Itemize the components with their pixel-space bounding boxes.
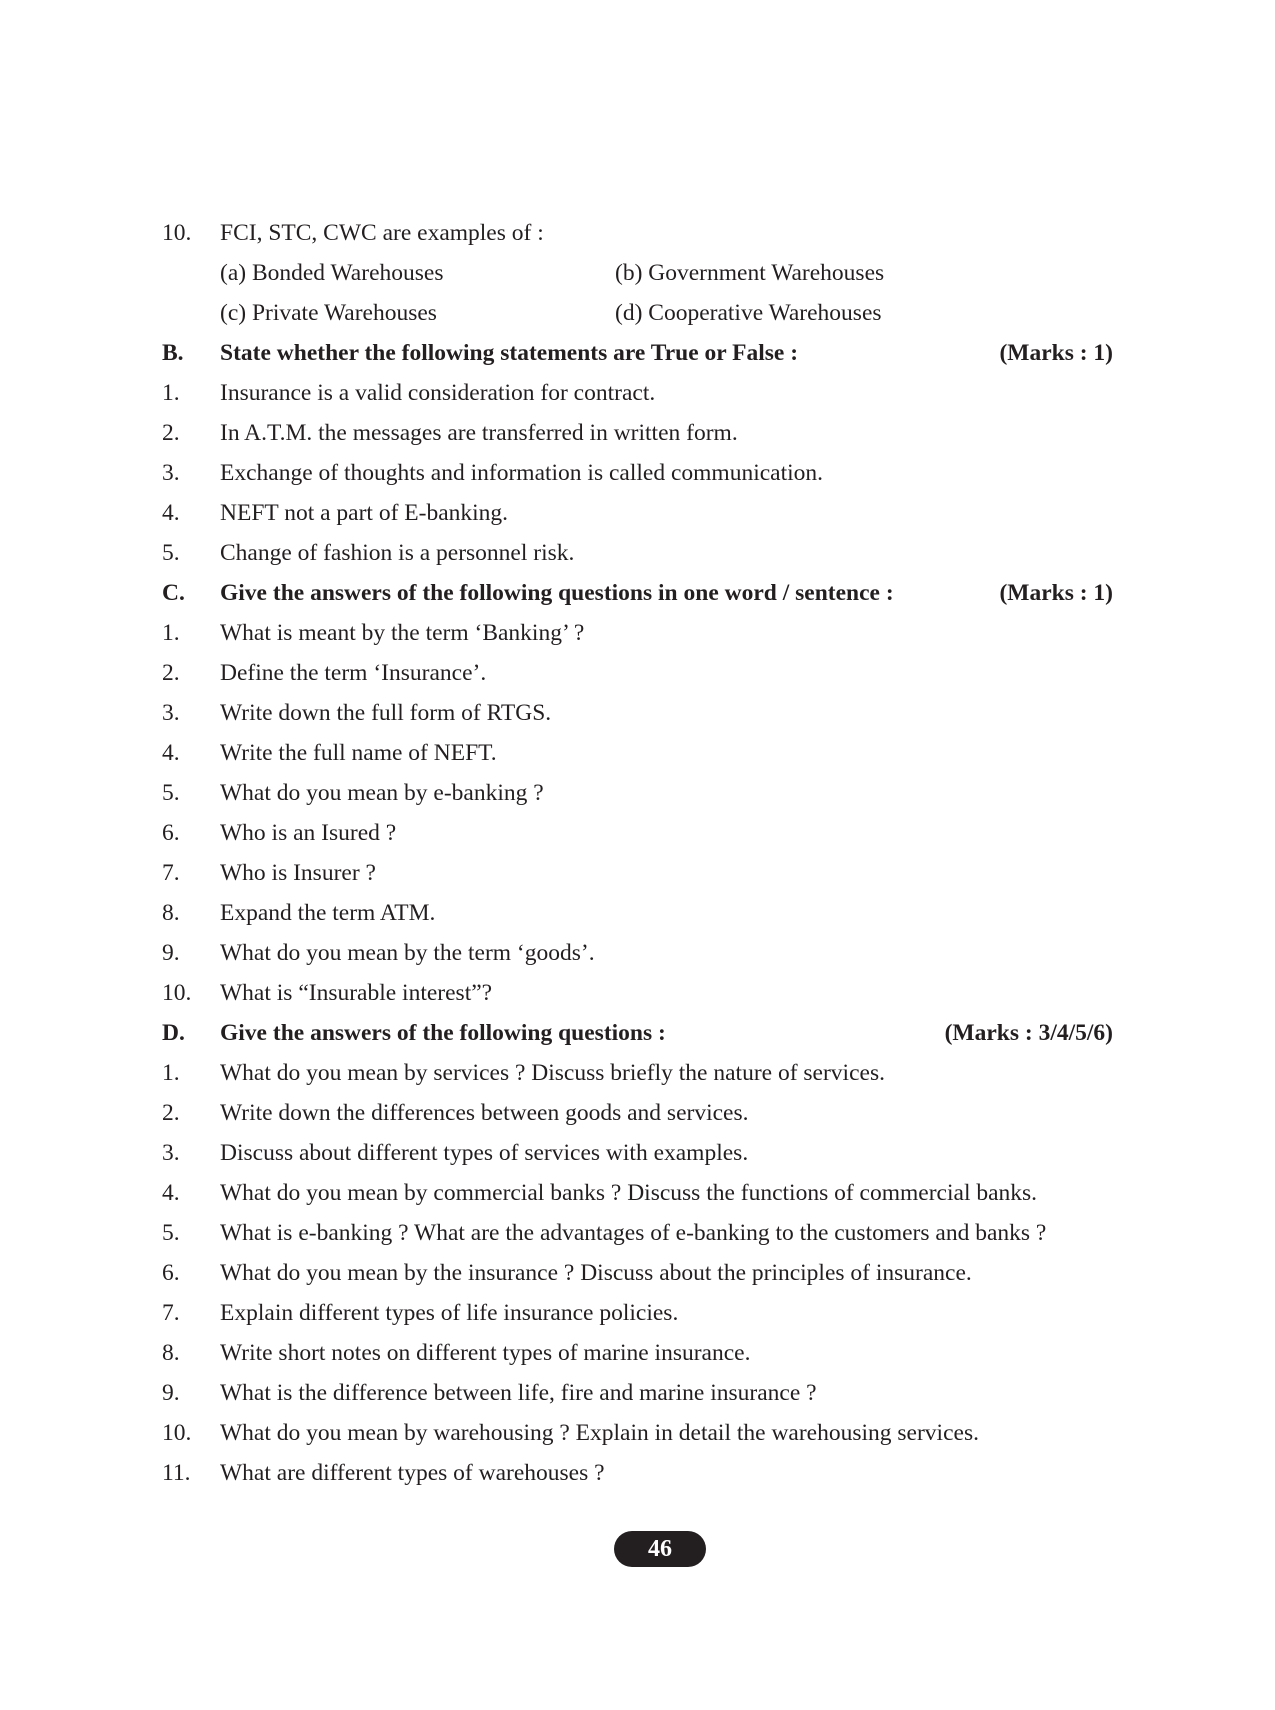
item-number: 2. [162, 660, 180, 686]
item-number: 10. [162, 1420, 192, 1446]
item-number: 9. [162, 1380, 180, 1406]
question-number: 10. [162, 220, 192, 246]
list-item [0, 1133, 1275, 1173]
list-item [0, 1213, 1275, 1253]
list-item [0, 1253, 1275, 1293]
list-item [0, 733, 1275, 773]
list-item [0, 613, 1275, 653]
item-number: 4. [162, 500, 180, 526]
item-number: 8. [162, 1340, 180, 1366]
item-text: In A.T.M. the messages are transferred in written form. [220, 420, 738, 446]
item-number: 11. [162, 1460, 191, 1486]
item-text: What is “Insurable interest”? [220, 980, 493, 1006]
option-c: (c) Private Warehouses [220, 300, 437, 326]
item-text: Discuss about different types of services with examples. [220, 1140, 749, 1166]
list-item [0, 773, 1275, 813]
item-text: Who is an Isured ? [220, 820, 397, 846]
item-text: What do you mean by e-banking ? [220, 780, 544, 806]
option-d: (d) Cooperative Warehouses [615, 300, 882, 326]
section-d-heading [0, 1013, 1275, 1053]
list-item [0, 373, 1275, 413]
options-row-2 [0, 293, 1275, 333]
list-item [0, 1333, 1275, 1373]
item-text: What do you mean by commercial banks ? Discuss the functions of commercial banks. [220, 1180, 1038, 1206]
item-number: 5. [162, 540, 180, 566]
section-heading: State whether the following statements are True or False : [220, 340, 799, 366]
item-number: 1. [162, 1060, 180, 1086]
item-text: What is meant by the term ‘Banking’ ? [220, 620, 585, 646]
list-item [0, 693, 1275, 733]
section-letter: D. [162, 1020, 185, 1046]
item-number: 6. [162, 820, 180, 846]
question-text: FCI, STC, CWC are examples of : [220, 220, 544, 246]
section-b-heading [0, 333, 1275, 373]
item-text: Who is Insurer ? [220, 860, 376, 886]
item-number: 6. [162, 1260, 180, 1286]
section-marks: (Marks : 3/4/5/6) [944, 1020, 1113, 1046]
list-item [0, 1293, 1275, 1333]
item-text: Write short notes on different types of marine insurance. [220, 1340, 751, 1366]
item-text: What do you mean by warehousing ? Explain in detail the warehousing services. [220, 1420, 979, 1446]
item-number: 4. [162, 1180, 180, 1206]
list-item [0, 413, 1275, 453]
section-c-heading [0, 573, 1275, 613]
question-list [0, 213, 1275, 1493]
options-row-1 [0, 253, 1275, 293]
list-item [0, 1453, 1275, 1493]
list-item [0, 893, 1275, 933]
item-number: 2. [162, 1100, 180, 1126]
item-number: 5. [162, 780, 180, 806]
list-item [0, 1053, 1275, 1093]
option-a: (a) Bonded Warehouses [220, 260, 444, 286]
section-heading: Give the answers of the following questions in one word / sentence : [220, 580, 894, 606]
page-number-badge: 46 [614, 1531, 706, 1567]
list-item [0, 493, 1275, 533]
list-item [0, 1173, 1275, 1213]
list-item [0, 973, 1275, 1013]
item-number: 1. [162, 380, 180, 406]
list-item [0, 1373, 1275, 1413]
item-text: Write the full name of NEFT. [220, 740, 497, 766]
item-text: Expand the term ATM. [220, 900, 436, 926]
item-text: What do you mean by the term ‘goods’. [220, 940, 595, 966]
item-number: 1. [162, 620, 180, 646]
list-item [0, 933, 1275, 973]
item-text: Write down the full form of RTGS. [220, 700, 552, 726]
item-number: 3. [162, 460, 180, 486]
section-letter: B. [162, 340, 184, 366]
item-number: 3. [162, 700, 180, 726]
item-number: 3. [162, 1140, 180, 1166]
list-item [0, 813, 1275, 853]
item-text: What do you mean by the insurance ? Discuss about the principles of insurance. [220, 1260, 972, 1286]
item-text: Insurance is a valid consideration for contract. [220, 380, 656, 406]
question-10 [0, 213, 1275, 253]
item-text: Change of fashion is a personnel risk. [220, 540, 575, 566]
section-heading: Give the answers of the following questions : [220, 1020, 666, 1046]
item-text: NEFT not a part of E-banking. [220, 500, 509, 526]
item-text: What are different types of warehouses ? [220, 1460, 605, 1486]
item-text: What is e-banking ? What are the advantages of e-banking to the customers and banks ? [220, 1220, 1047, 1246]
section-marks: (Marks : 1) [999, 580, 1113, 606]
section-letter: C. [162, 580, 185, 606]
item-number: 9. [162, 940, 180, 966]
item-number: 2. [162, 420, 180, 446]
item-text: What do you mean by services ? Discuss briefly the nature of services. [220, 1060, 885, 1086]
item-text: Write down the differences between goods and services. [220, 1100, 749, 1126]
list-item [0, 533, 1275, 573]
item-number: 4. [162, 740, 180, 766]
item-number: 7. [162, 860, 180, 886]
item-number: 8. [162, 900, 180, 926]
list-item [0, 1093, 1275, 1133]
item-number: 10. [162, 980, 192, 1006]
section-marks: (Marks : 1) [999, 340, 1113, 366]
item-text: What is the difference between life, fire and marine insurance ? [220, 1380, 817, 1406]
list-item [0, 653, 1275, 693]
item-text: Exchange of thoughts and information is called communication. [220, 460, 824, 486]
item-text: Define the term ‘Insurance’. [220, 660, 487, 686]
list-item [0, 853, 1275, 893]
option-b: (b) Government Warehouses [615, 260, 885, 286]
item-number: 7. [162, 1300, 180, 1326]
list-item [0, 453, 1275, 493]
item-text: Explain different types of life insurance policies. [220, 1300, 679, 1326]
item-number: 5. [162, 1220, 180, 1246]
list-item [0, 1413, 1275, 1453]
